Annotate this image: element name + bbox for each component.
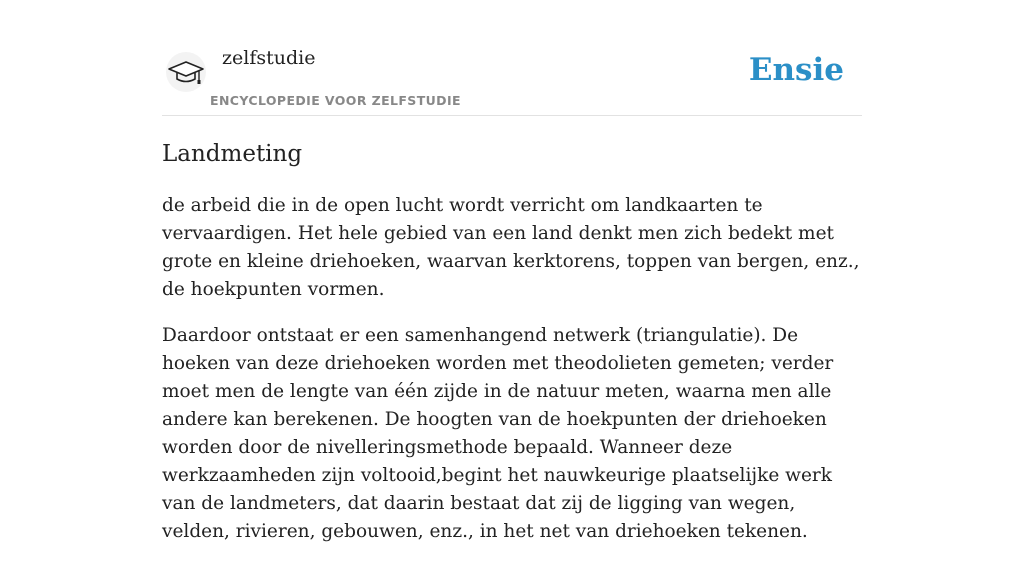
article-paragraph: Daardoor ontstaat er een samenhangend netwerk (triangulatie). De hoeken van deze driehoeken worden met theodolieten gemeten; verder moet men de lengte van één zijde in de natuur meten, waarna men alle andere kan berekenen. De hoogten van de hoekpunten der driehoeken worden door de nivelleringsmethode bepaald. Wanneer deze werkzaamheden zijn voltooid,begint het nauwkeurige plaatselijke werk van de landmeters, dat daarin bestaat dat zij de ligging van wegen, velden, rivieren, gebouwen, enz., in het net van driehoeken tekenen. xyxy=(162,325,834,542)
site-header xyxy=(162,0,862,116)
site-name[interactable]: zelfstudie xyxy=(222,47,316,69)
site-tagline: ENCYCLOPEDIE VOOR ZELFSTUDIE xyxy=(210,93,461,108)
brand-logo-link[interactable]: Ensie xyxy=(748,52,844,88)
content-container xyxy=(162,0,862,542)
graduation-cap-icon[interactable] xyxy=(166,52,206,92)
article-paragraph: de arbeid die in de open lucht wordt verricht om landkaarten te vervaardigen. Het hele gebied van een land denkt men zich bedekt met grote en kleine driehoeken, waarvan kerktorens, toppen van bergen, enz., de hoekpunten vormen. xyxy=(162,195,860,300)
article-body xyxy=(162,192,862,564)
article-title: Landmeting xyxy=(162,141,303,167)
